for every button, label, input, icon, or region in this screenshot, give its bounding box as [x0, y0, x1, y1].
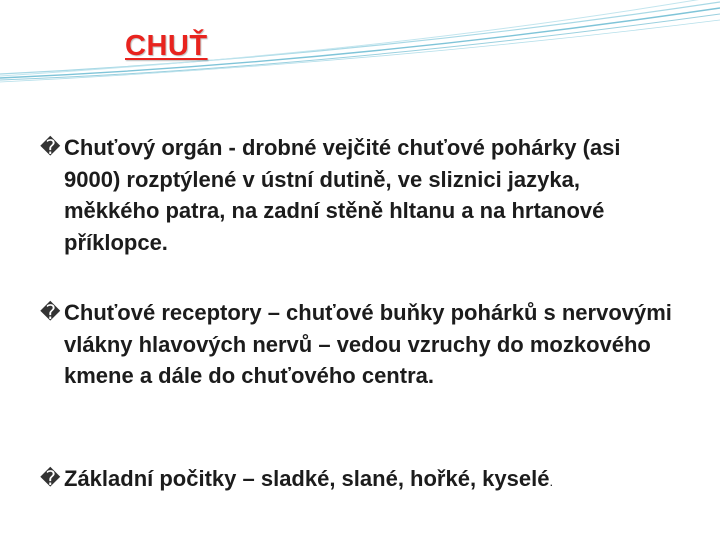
bullet-text: Chuťové receptory – chuťové buňky pohárků s nervovými vlákny hlavových nervů – vedou vzruchy do mozkového kmene a dále do chuťového centra.	[64, 300, 672, 388]
bullet-marker: �	[40, 135, 61, 159]
bullet-text: Chuťový orgán - drobné vejčité chuťové pohárky (asi 9000) rozptýlené v ústní dutině, ve sliznici jazyka, měkkého patra, na zadní stěně hltanu a na hrtanové příklopce.	[64, 135, 621, 255]
bullet-item	[40, 463, 680, 498]
bullet-item	[40, 132, 680, 258]
bullet-marker: �	[40, 466, 61, 490]
decorative-swoosh	[0, 0, 720, 100]
bullet-text-suffix: .	[549, 474, 554, 489]
bullet-item	[40, 297, 680, 392]
slide-title: CHUŤ	[125, 30, 208, 62]
bullet-marker: �	[40, 300, 61, 324]
bullet-text-wrapper	[40, 463, 680, 498]
bullet-text: Základní počitky – sladké, slané, hořké, kyselé	[64, 466, 550, 491]
